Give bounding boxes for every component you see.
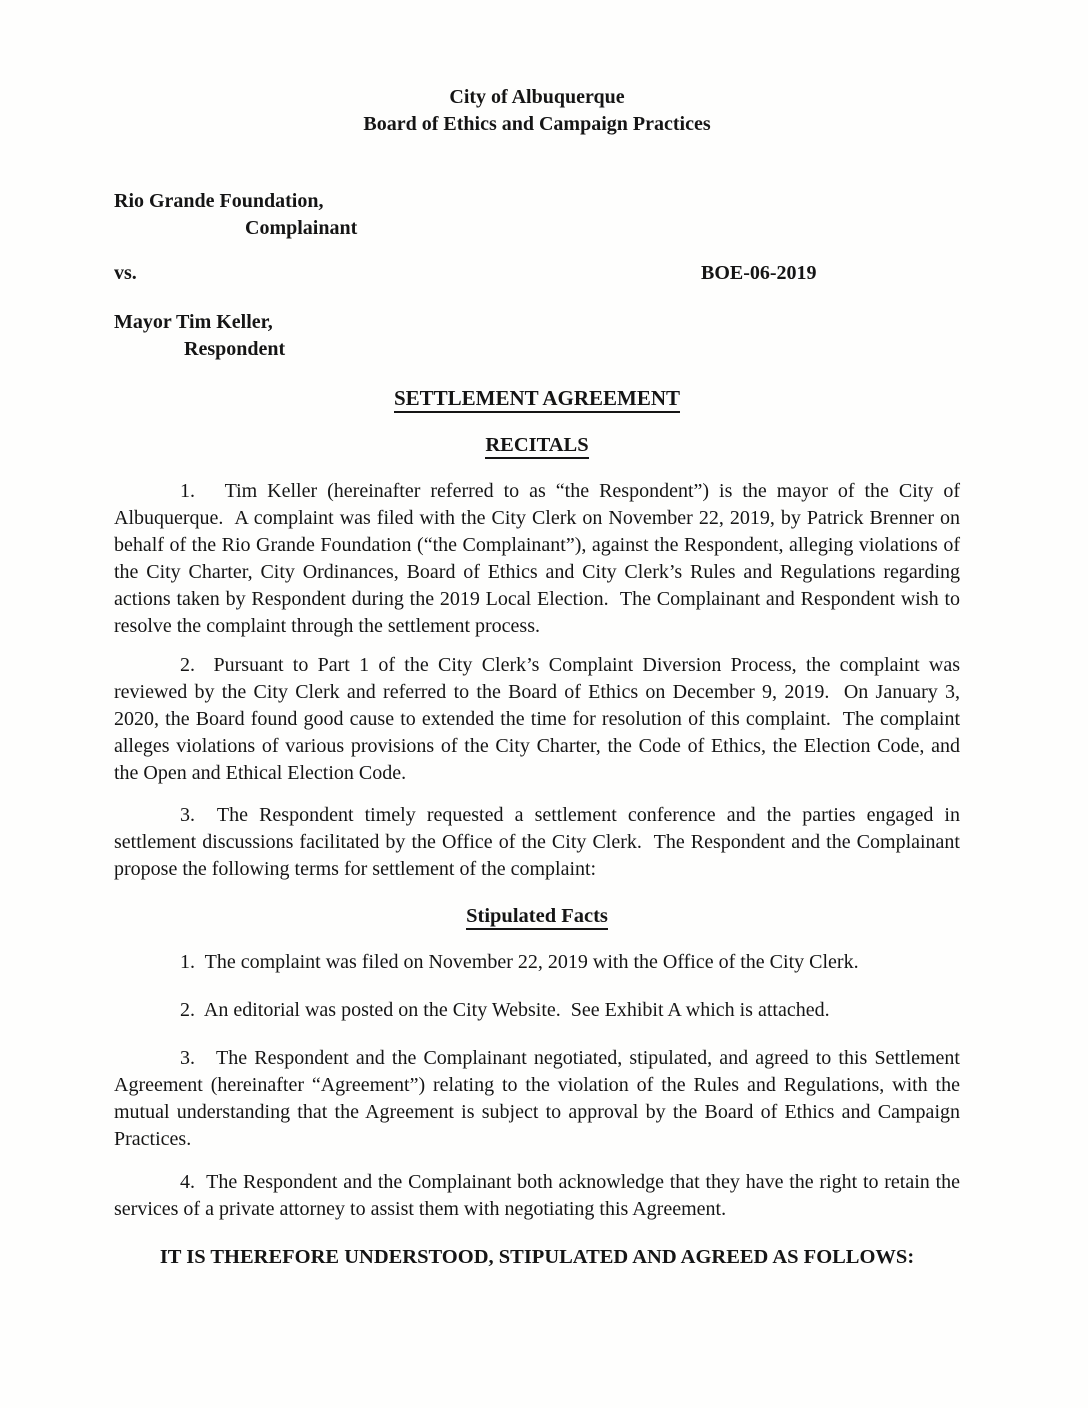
recital-paragraph-2: 2. Pursuant to Part 1 of the City Clerk’s Complaint Diversion Process, the complaint was reviewed by the City Clerk and referred to the Board of Ethics on December 9, 2019. On January 3, 2020, the Board found good cause to extended the time for resolution of this complaint. The complaint alleges violations of various provisions of the City Charter, the Code of Ethics, the Election Code, and the Open and Ethical Election Code. [114, 654, 960, 784]
header-org-name: City of Albuquerque [449, 86, 625, 108]
complainant-role: Complainant [245, 217, 358, 239]
stipulated-facts-heading [114, 903, 960, 930]
document-header [114, 84, 960, 138]
stipulated-fact-1: 1. The complaint was filed on November 22, 2019 with the Office of the City Clerk. [180, 951, 859, 973]
respondent-block [114, 309, 960, 363]
vs-label: vs. [114, 262, 137, 284]
stipulated-fact-3: 3. The Respondent and the Complainant negotiated, stipulated, and agreed to this Settlement Agreement (hereinafter “Agreement”) relating to the violation of the Rules and Regulations, with the mutual understanding that the Agreement is subject to approval by the Board of Ethics and Campaign Practices. [114, 1047, 960, 1150]
complainant-block [114, 188, 960, 242]
header-board-name: Board of Ethics and Campaign Practices [363, 113, 711, 135]
stipulated-facts-heading-text: Stipulated Facts [466, 905, 608, 930]
stipulated-fact-2: 2. An editorial was posted on the City Website. See Exhibit A which is attached. [180, 999, 830, 1021]
vs-row [114, 260, 960, 287]
recitals-heading [114, 432, 960, 459]
case-caption [114, 188, 960, 363]
recital-paragraph-3: 3. The Respondent timely requested a settlement conference and the parties engaged in settlement discussions facilitated by the Office of the City Clerk. The Respondent and the Complainant propose the following terms for settlement of the complaint: [114, 804, 960, 880]
case-number: BOE-06-2019 [701, 262, 817, 284]
complainant-name: Rio Grande Foundation, [114, 190, 324, 212]
respondent-name: Mayor Tim Keller, [114, 311, 273, 333]
closing-statement: IT IS THEREFORE UNDERSTOOD, STIPULATED AND AGREED AS FOLLOWS: [159, 1246, 915, 1268]
stipulated-fact-4: 4. The Respondent and the Complainant both acknowledge that they have the right to retain the services of a private attorney to assist them with negotiating this Agreement. [114, 1171, 960, 1220]
document-title-text: SETTLEMENT AGREEMENT [394, 386, 680, 413]
recital-paragraph-1: 1. Tim Keller (hereinafter referred to as “the Respondent”) is the mayor of the City of Albuquerque. A complaint was filed with the City Clerk on November 22, 2019, by Patrick Brenner on behalf of the Rio Grande Foundation (“the Complainant”), against the Respondent, alleging violations of the City Charter, City Ordinances, Board of Ethics and City Clerk’s Rules and Regulations regarding actions taken by Respondent during the 2019 Local Election. The Complainant and Respondent wish to resolve the complaint through the settlement process. [114, 480, 960, 637]
document-title [114, 385, 960, 412]
recitals-heading-text: RECITALS [485, 434, 588, 459]
respondent-role: Respondent [184, 338, 286, 360]
